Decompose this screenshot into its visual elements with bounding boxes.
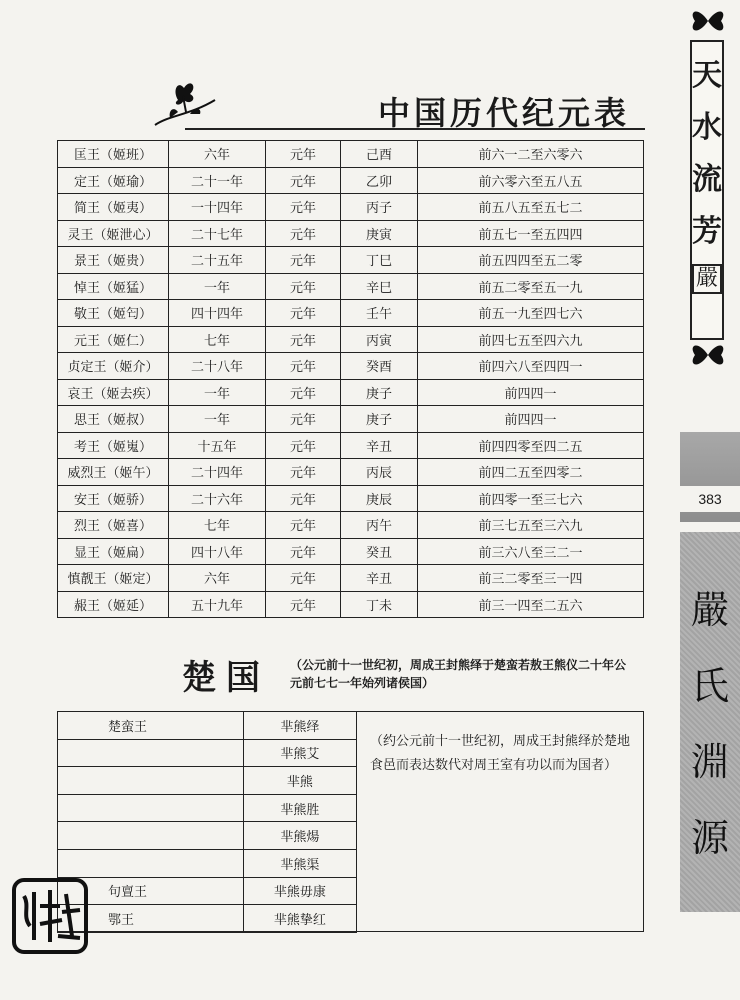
date-range-cell: 前三六八至三二一 <box>418 538 644 565</box>
reign-length-cell: 二十八年 <box>169 353 266 380</box>
king-name-cell: 景王（姬贵） <box>58 247 169 274</box>
ganzhi-cell: 丙子 <box>341 194 418 221</box>
reign-length-cell: 四十八年 <box>169 538 266 565</box>
reign-length-cell: 一年 <box>169 406 266 433</box>
king-name-cell: 烈王（姬喜） <box>58 512 169 539</box>
era-cell: 元年 <box>266 141 341 168</box>
chu-title-cell: 楚蛮王 <box>58 712 244 740</box>
side-seal-char: 嚴 <box>692 264 722 294</box>
surname-tab <box>680 532 740 912</box>
ganzhi-cell: 庚寅 <box>341 220 418 247</box>
chu-ruler-cell: 芈熊挚红 <box>243 905 356 933</box>
king-name-cell: 哀王（姬去疾） <box>58 379 169 406</box>
king-name-cell: 悼王（姬猛） <box>58 273 169 300</box>
king-name-cell: 思王（姬叔） <box>58 406 169 433</box>
ganzhi-cell: 癸酉 <box>341 353 418 380</box>
date-range-cell: 前五八五至五七二 <box>418 194 644 221</box>
chu-ruler-cell: 芈熊煬 <box>243 822 356 850</box>
table-row <box>58 591 644 618</box>
era-cell: 元年 <box>266 379 341 406</box>
era-cell: 元年 <box>266 485 341 512</box>
reign-length-cell: 一十四年 <box>169 194 266 221</box>
king-name-cell: 敬王（姬匄） <box>58 300 169 327</box>
era-cell: 元年 <box>266 273 341 300</box>
table-row <box>58 849 357 877</box>
date-range-cell: 前四六八至四四一 <box>418 353 644 380</box>
era-cell: 元年 <box>266 220 341 247</box>
page-title: 中国历代纪元表 <box>378 94 631 132</box>
table-row <box>58 432 644 459</box>
table-row <box>58 406 644 433</box>
era-cell: 元年 <box>266 167 341 194</box>
reign-length-cell: 四十四年 <box>169 300 266 327</box>
reign-length-cell: 二十六年 <box>169 485 266 512</box>
chu-ruler-cell: 芈熊胜 <box>243 794 356 822</box>
reign-length-cell: 一年 <box>169 379 266 406</box>
date-range-cell: 前五二零至五一九 <box>418 273 644 300</box>
chu-title-cell <box>58 794 244 822</box>
knot-ornament-icon <box>683 6 733 36</box>
reign-length-cell: 二十五年 <box>169 247 266 274</box>
date-range-cell: 前五四四至五二零 <box>418 247 644 274</box>
king-name-cell: 慎靓王（姬定） <box>58 565 169 592</box>
reign-length-cell: 二十四年 <box>169 459 266 486</box>
chu-title-cell <box>58 767 244 795</box>
table-row <box>58 512 644 539</box>
king-name-cell: 威烈王（姬午） <box>58 459 169 486</box>
table-row <box>58 905 357 933</box>
ganzhi-cell: 壬午 <box>341 300 418 327</box>
reign-length-cell: 五十九年 <box>169 591 266 618</box>
table-row <box>58 194 644 221</box>
reign-length-cell: 七年 <box>169 512 266 539</box>
ganzhi-cell: 庚辰 <box>341 485 418 512</box>
side-title-char: 芳 <box>692 214 722 249</box>
chu-title-cell <box>58 849 244 877</box>
era-cell: 元年 <box>266 591 341 618</box>
era-cell: 元年 <box>266 353 341 380</box>
side-title-char: 流 <box>692 162 722 197</box>
ganzhi-cell: 丙寅 <box>341 326 418 353</box>
king-name-cell: 元王（姬仁） <box>58 326 169 353</box>
date-range-cell: 前四四一 <box>418 379 644 406</box>
reign-length-cell: 二十七年 <box>169 220 266 247</box>
reign-table <box>57 140 644 618</box>
table-row <box>58 247 644 274</box>
chu-title-cell <box>58 739 244 767</box>
table-row <box>58 565 644 592</box>
date-range-cell: 前五一九至四七六 <box>418 300 644 327</box>
table-row <box>58 220 644 247</box>
title-divider <box>185 128 645 130</box>
table-row <box>58 141 644 168</box>
date-range-cell: 前五七一至五四四 <box>418 220 644 247</box>
seal-stamp-icon <box>10 876 90 956</box>
reign-length-cell: 六年 <box>169 565 266 592</box>
date-range-cell: 前六一二至六零六 <box>418 141 644 168</box>
table-row <box>58 794 357 822</box>
side-title-char: 水 <box>692 110 722 145</box>
era-cell: 元年 <box>266 247 341 274</box>
chu-table <box>57 711 357 933</box>
date-range-cell: 前四四一 <box>418 406 644 433</box>
king-name-cell: 显王（姬扁） <box>58 538 169 565</box>
table-row <box>58 485 644 512</box>
king-name-cell: 赧王（姬延） <box>58 591 169 618</box>
king-name-cell: 安王（姬骄） <box>58 485 169 512</box>
date-range-cell: 前四二五至四零二 <box>418 459 644 486</box>
ganzhi-cell: 丁未 <box>341 591 418 618</box>
ganzhi-cell: 癸丑 <box>341 538 418 565</box>
surname-char: 嚴 <box>690 588 729 632</box>
table-row <box>58 538 644 565</box>
date-range-cell: 前四七五至四六九 <box>418 326 644 353</box>
table-row <box>58 822 357 850</box>
chu-title-cell: 鄂王 <box>58 905 244 933</box>
ganzhi-cell: 庚子 <box>341 406 418 433</box>
surname-char: 氏 <box>690 664 729 708</box>
date-range-cell: 前三七五至三六九 <box>418 512 644 539</box>
table-row <box>58 300 644 327</box>
table-row <box>58 326 644 353</box>
era-cell: 元年 <box>266 565 341 592</box>
chu-title-cell <box>58 822 244 850</box>
date-range-cell: 前三一四至二五六 <box>418 591 644 618</box>
reign-length-cell: 十五年 <box>169 432 266 459</box>
table-row <box>58 459 644 486</box>
chu-ruler-cell: 芈熊毋康 <box>243 877 356 905</box>
ganzhi-cell: 辛巳 <box>341 273 418 300</box>
table-row <box>58 167 644 194</box>
surname-char: 淵 <box>690 740 729 784</box>
side-title-char: 天 <box>692 58 722 93</box>
ganzhi-cell: 辛丑 <box>341 565 418 592</box>
king-name-cell: 简王（姬夷） <box>58 194 169 221</box>
ganzhi-cell: 丙辰 <box>341 459 418 486</box>
era-cell: 元年 <box>266 326 341 353</box>
table-row <box>58 273 644 300</box>
date-range-cell: 前六零六至五八五 <box>418 167 644 194</box>
ganzhi-cell: 庚子 <box>341 379 418 406</box>
chu-ruler-cell: 芈熊 <box>243 767 356 795</box>
reign-length-cell: 二十一年 <box>169 167 266 194</box>
date-range-cell: 前三二零至三一四 <box>418 565 644 592</box>
reign-length-cell: 七年 <box>169 326 266 353</box>
page-number: 383 <box>680 486 740 512</box>
table-row <box>58 767 357 795</box>
chu-remark: （约公元前十一世纪初，周成王封熊绎於楚地食邑而表达数代对周王室有功以而为国者） <box>370 734 631 773</box>
chu-ruler-cell: 芈熊渠 <box>243 849 356 877</box>
date-range-cell: 前四零一至三七六 <box>418 485 644 512</box>
era-cell: 元年 <box>266 406 341 433</box>
chu-ruler-cell: 芈熊绎 <box>243 712 356 740</box>
king-name-cell: 定王（姬瑜） <box>58 167 169 194</box>
side-title-banner <box>690 40 724 340</box>
knot-ornament-icon <box>683 340 733 370</box>
ganzhi-cell: 乙卯 <box>341 167 418 194</box>
era-cell: 元年 <box>266 300 341 327</box>
era-cell: 元年 <box>266 432 341 459</box>
chu-section-note: （公元前十一世纪初，周成王封熊绎于楚蛮若敖王熊仪二十年公元前七七一年始列诸侯国） <box>290 658 627 690</box>
chu-section-title: 楚国 <box>182 658 270 698</box>
reign-length-cell: 一年 <box>169 273 266 300</box>
table-row <box>58 353 644 380</box>
ganzhi-cell: 己酉 <box>341 141 418 168</box>
chu-ruler-cell: 芈熊艾 <box>243 739 356 767</box>
ganzhi-cell: 丙午 <box>341 512 418 539</box>
king-name-cell: 匡王（姬班） <box>58 141 169 168</box>
table-row <box>58 712 357 740</box>
table-row <box>58 877 357 905</box>
flower-ornament-icon <box>150 70 220 130</box>
ganzhi-cell: 丁巳 <box>341 247 418 274</box>
era-cell: 元年 <box>266 194 341 221</box>
ganzhi-cell: 辛丑 <box>341 432 418 459</box>
chu-title-cell: 句亶王 <box>58 877 244 905</box>
table-row <box>58 739 357 767</box>
king-name-cell: 考王（姬嵬） <box>58 432 169 459</box>
era-cell: 元年 <box>266 512 341 539</box>
reign-length-cell: 六年 <box>169 141 266 168</box>
king-name-cell: 贞定王（姬介） <box>58 353 169 380</box>
era-cell: 元年 <box>266 538 341 565</box>
era-cell: 元年 <box>266 459 341 486</box>
king-name-cell: 灵王（姬泄心） <box>58 220 169 247</box>
table-row <box>58 379 644 406</box>
date-range-cell: 前四四零至四二五 <box>418 432 644 459</box>
surname-char: 源 <box>690 816 729 860</box>
